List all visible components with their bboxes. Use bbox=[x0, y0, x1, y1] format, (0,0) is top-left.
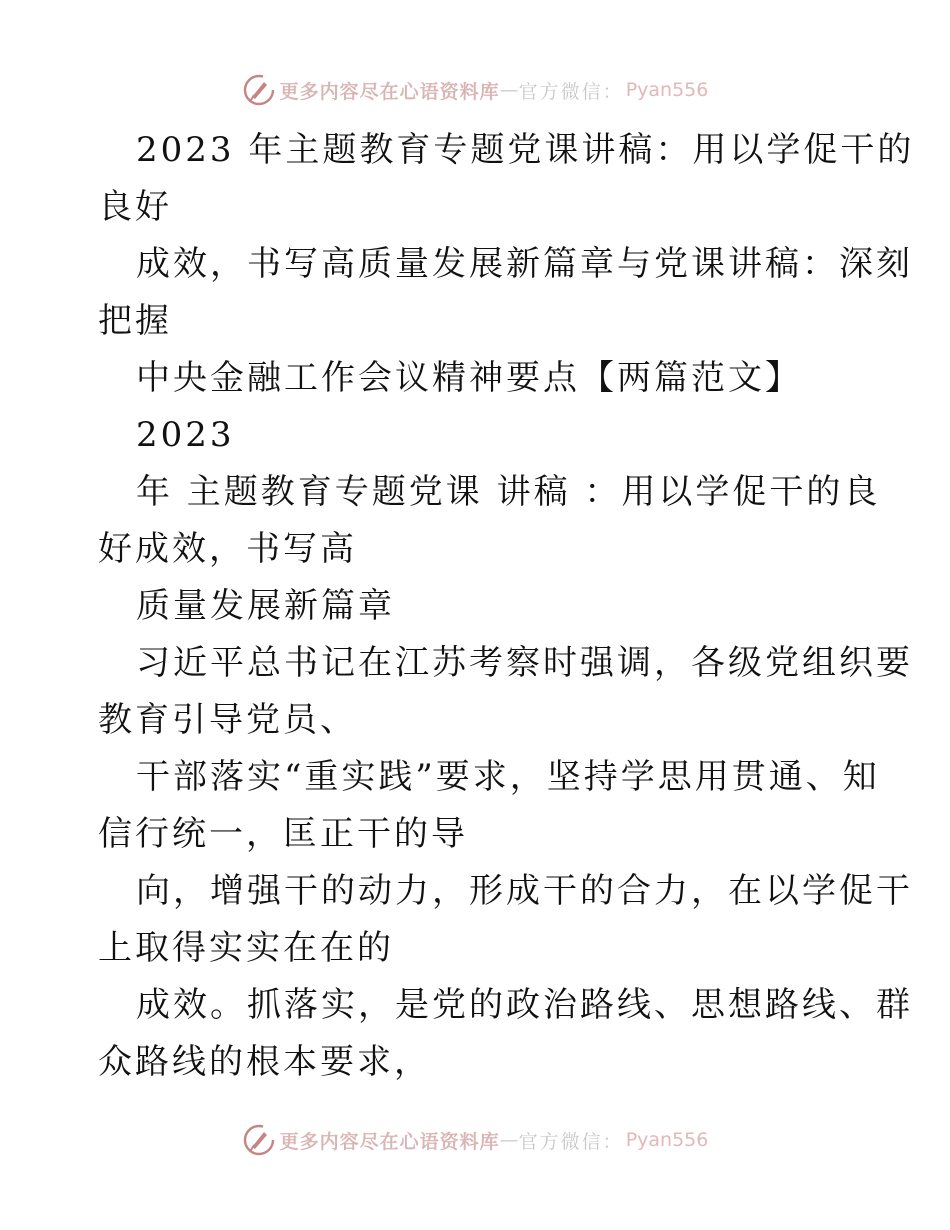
text-line: 质量发展新篇章 bbox=[136, 586, 395, 626]
watermark-label: 官方微信： bbox=[518, 1130, 624, 1153]
watermark-separator: — bbox=[499, 79, 519, 101]
watermark-account: Pyan556 bbox=[625, 79, 709, 101]
watermark-label: 官方微信： bbox=[518, 80, 624, 103]
text-line: 良好 bbox=[98, 187, 172, 227]
text-line: 中央金融工作会议精神要点【两篇范文】 bbox=[136, 358, 802, 398]
watermark-account: Pyan556 bbox=[625, 1129, 709, 1151]
text-line: 成效，书写高质量发展新篇章与党课讲稿：深刻 bbox=[136, 244, 913, 284]
text-line: 2023 年主题教育专题党课讲稿：用以学促干的 bbox=[136, 130, 915, 170]
watermark-brand: 更多内容尽在心语资料库 bbox=[279, 80, 500, 103]
footer-watermark bbox=[0, 1120, 950, 1160]
quill-logo-icon bbox=[242, 73, 276, 107]
text-line: 干部落实“重实践”要求，坚持学思用贯通、知 bbox=[136, 757, 880, 797]
text-line: 把握 bbox=[98, 301, 172, 341]
text-line: 成效。抓落实，是党的政治路线、思想路线、群 bbox=[136, 985, 913, 1025]
text-line: 年 主题教育专题党课 讲稿 ：用以学促干的良 bbox=[136, 472, 881, 512]
text-line: 向，增强干的动力，形成干的合力，在以学促干 bbox=[136, 871, 913, 911]
text-line: 好成效，书写高 bbox=[98, 529, 357, 569]
watermark-brand: 更多内容尽在心语资料库 bbox=[279, 1130, 500, 1153]
text-line: 2023 bbox=[136, 415, 235, 455]
document-body bbox=[98, 122, 915, 1091]
text-line: 上取得实实在在的 bbox=[98, 928, 394, 968]
header-watermark bbox=[0, 70, 950, 110]
text-line: 众路线的根本要求， bbox=[98, 1042, 431, 1082]
quill-logo-icon bbox=[242, 1123, 276, 1157]
text-line: 习近平总书记在江苏考察时强调，各级党组织要 bbox=[136, 643, 913, 683]
text-line: 信行统一，匡正干的导 bbox=[98, 814, 468, 854]
text-line: 教育引导党员、 bbox=[98, 700, 357, 740]
watermark-separator: — bbox=[499, 1129, 519, 1151]
